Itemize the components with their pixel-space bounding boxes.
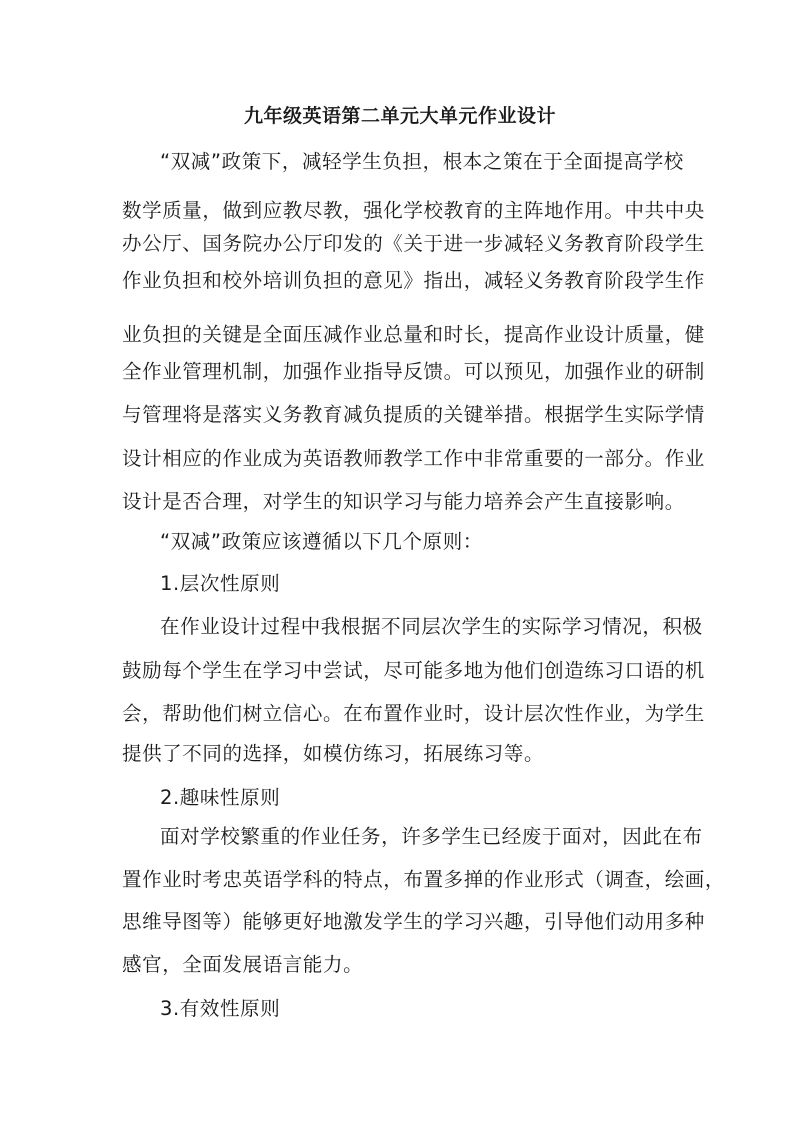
paragraph-line: 鼓励每个学生在学习中尝试，尽可能多地为他们创造练习口语的机: [122, 659, 705, 682]
document-title: 九年级英语第二单元大单元作业设计: [243, 105, 556, 127]
paragraph-line: 提供了不同的选择，如模仿练习，拓展练习等。: [122, 742, 545, 765]
paragraph-line: 数学质量，做到应教尽教，强化学校教育的主阵地作用。中共中央: [122, 199, 705, 222]
paragraph-line: 全作业管理机制，加强作业指导反馈。可以预见，加强作业的研制: [122, 360, 705, 383]
paragraph-line: 办公厅、国务院办公厅印发的《关于进一步减轻义务教育阶段学生: [122, 232, 705, 255]
paragraph-line: 业负担的关键是全面压减作业总量和时长，提高作业设计质量，健: [122, 323, 705, 346]
paragraph-line: 设计是否合理，对学生的知识学习与能力培养会产生直接影响。: [122, 490, 685, 513]
paragraph-line: 设计相应的作业成为英语教师教学工作中非常重要的一部分。作业: [122, 447, 705, 470]
paragraph-line: 感官，全面发展语言能力。: [122, 953, 364, 976]
section-heading: 2.趣味性原则: [160, 786, 281, 809]
principles-intro: “双减”政策应该遵循以下几个原则：: [160, 530, 483, 553]
paragraph-line: 在作业设计过程中我根据不同层次学生的实际学习情况，积极: [160, 615, 703, 638]
paragraph-line: 会，帮助他们树立信心。在布置作业时，设计层次性作业，为学生: [122, 702, 705, 725]
paragraph-line: 置作业时考忠英语学科的特点，布置多掸的作业形式（调查，绘画，: [122, 868, 726, 891]
paragraph-line: 面对学校繁重的作业任务，许多学生已经废于面对，因此在布: [160, 825, 703, 848]
paragraph-line: “双减”政策下，减轻学生负担，根本之策在于全面提高学校: [160, 150, 684, 173]
section-heading: 3.有效性原则: [160, 997, 281, 1020]
paragraph-line: 作业负担和校外培训负担的意见》指出，减轻义务教育阶段学生作: [122, 269, 705, 292]
paragraph-line: 思维导图等）能够更好地激发学生的学习兴趣，引导他们动用多种: [122, 910, 705, 933]
paragraph-line: 与管理将是落实义务教育减负提质的关键举措。根据学生实际学情: [122, 403, 705, 426]
section-heading: 1.层次性原则: [160, 572, 281, 595]
